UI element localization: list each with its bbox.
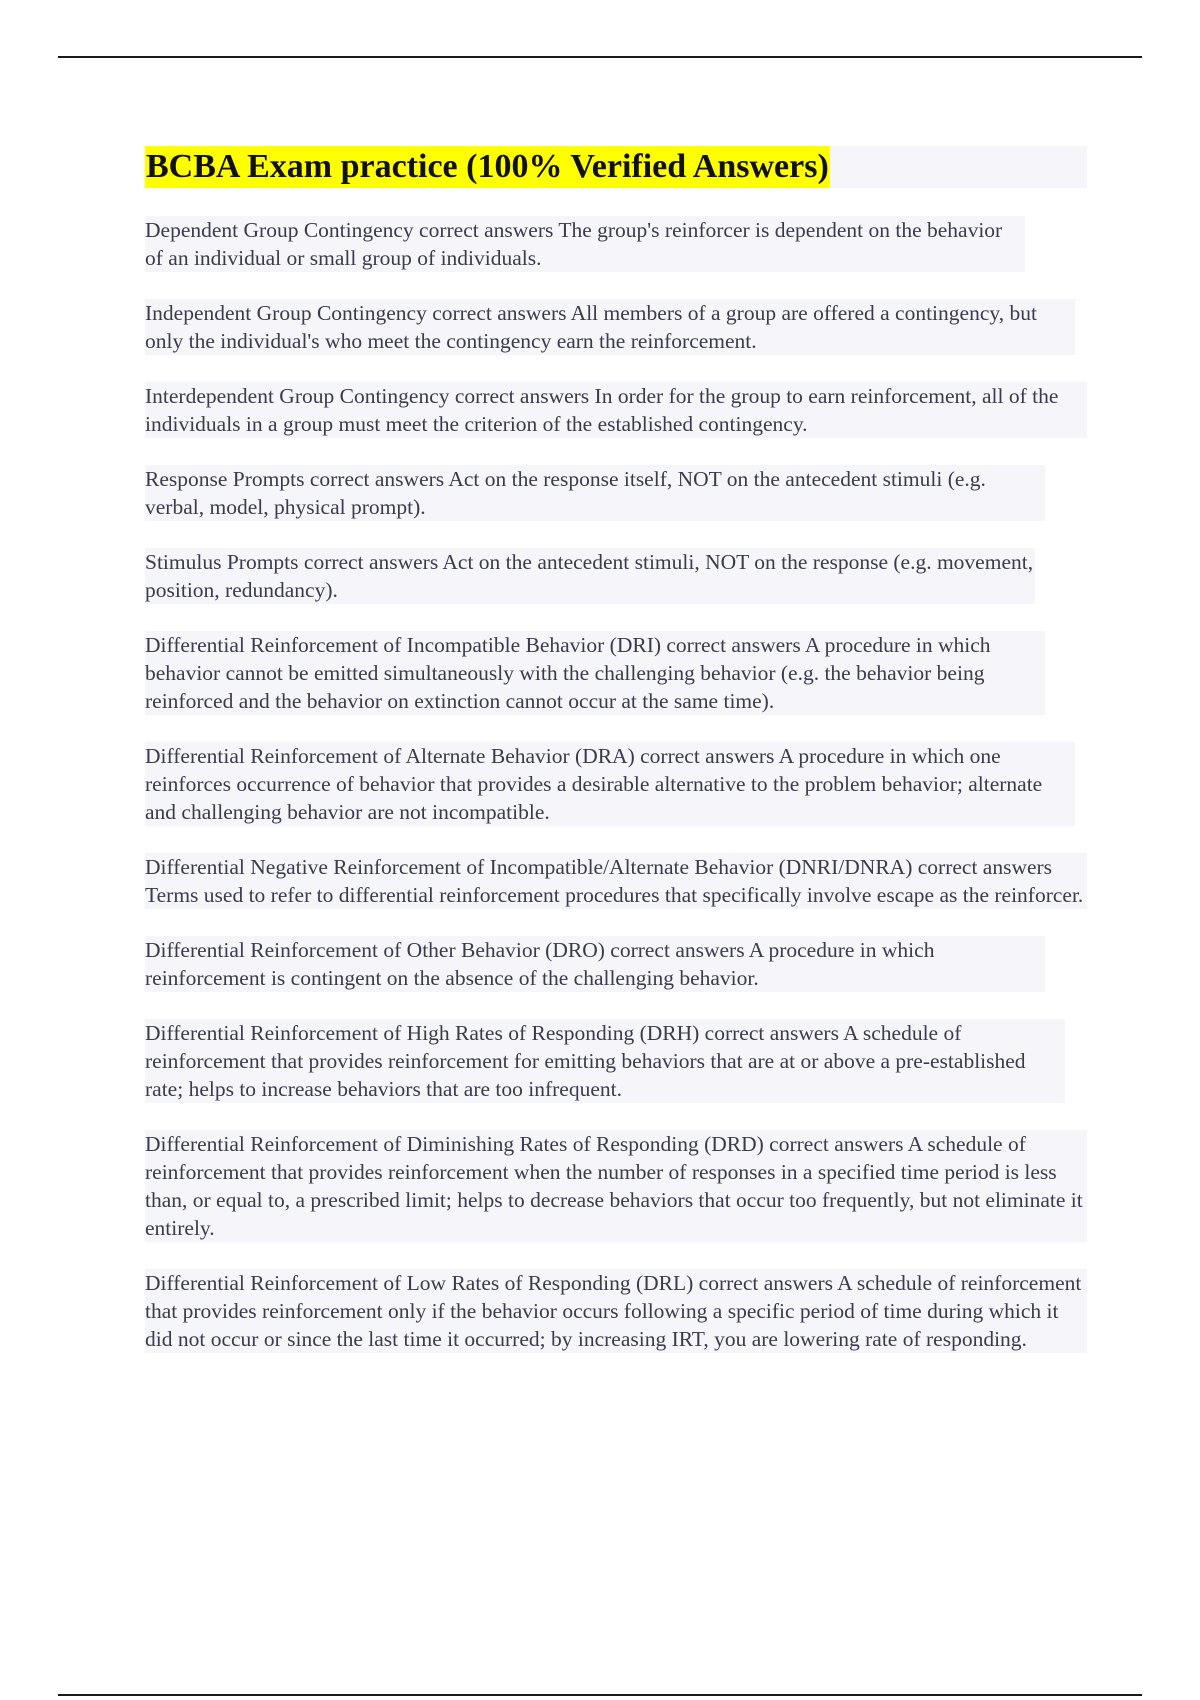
entry-drd: Differential Reinforcement of Diminishing Rates of Responding (DRD) correct answers A schedule of reinforcement that provides reinforcement when the number of responses in a specified time period is less than, or equal to, a prescribed limit; helps to decrease behaviors that occur too frequently, but not eliminate it entirely. <box>145 1130 1087 1242</box>
entry-dra: Differential Reinforcement of Alternate Behavior (DRA) correct answers A procedure in which one reinforces occurrence of behavior that provides a desirable alternative to the problem behavior; alternate and challenging behavior are not incompatible. <box>145 742 1075 826</box>
entry-dnri-dnra: Differential Negative Reinforcement of Incompatible/Alternate Behavior (DNRI/DNRA) correct answers Terms used to refer to differential reinforcement procedures that specifically involve escape as the reinforcer. <box>145 853 1087 909</box>
title-band <box>145 146 1087 188</box>
entry-dependent-group-contingency: Dependent Group Contingency correct answers The group's reinforcer is dependent on the behavior of an individual or small group of individuals. <box>145 216 1025 272</box>
entry-drl: Differential Reinforcement of Low Rates of Responding (DRL) correct answers A schedule of reinforcement that provides reinforcement only if the behavior occurs following a specific period of time during which it did not occur or since the last time it occurred; by increasing IRT, you are lowering rate of responding. <box>145 1269 1087 1353</box>
entry-drh: Differential Reinforcement of High Rates of Responding (DRH) correct answers A schedule of reinforcement that provides reinforcement for emitting behaviors that are at or above a pre-established rate; helps to increase behaviors that are too infrequent. <box>145 1019 1065 1103</box>
top-rule <box>58 56 1142 58</box>
entry-independent-group-contingency: Independent Group Contingency correct answers All members of a group are offered a contingency, but only the individual's who meet the contingency earn the reinforcement. <box>145 299 1075 355</box>
entry-stimulus-prompts: Stimulus Prompts correct answers Act on the antecedent stimuli, NOT on the response (e.g. movement, position, redundancy). <box>145 550 1034 602</box>
entry-interdependent-group-contingency: Interdependent Group Contingency correct answers In order for the group to earn reinforcement, all of the individuals in a group must meet the criterion of the established contingency. <box>145 382 1087 438</box>
entry-dri: Differential Reinforcement of Incompatible Behavior (DRI) correct answers A procedure in which behavior cannot be emitted simultaneously with the challenging behavior (e.g. the behavior being reinforced and the behavior on extinction cannot occur at the same time). <box>145 631 1045 715</box>
document-body <box>145 146 1087 1380</box>
bottom-rule <box>58 1694 1142 1696</box>
entry-dro: Differential Reinforcement of Other Behavior (DRO) correct answers A procedure in which reinforcement is contingent on the absence of the challenging behavior. <box>145 936 1045 992</box>
document-title: BCBA Exam practice (100% Verified Answers) <box>145 146 830 188</box>
entry-response-prompts: Response Prompts correct answers Act on the response itself, NOT on the antecedent stimuli (e.g. verbal, model, physical prompt). <box>145 465 1045 521</box>
